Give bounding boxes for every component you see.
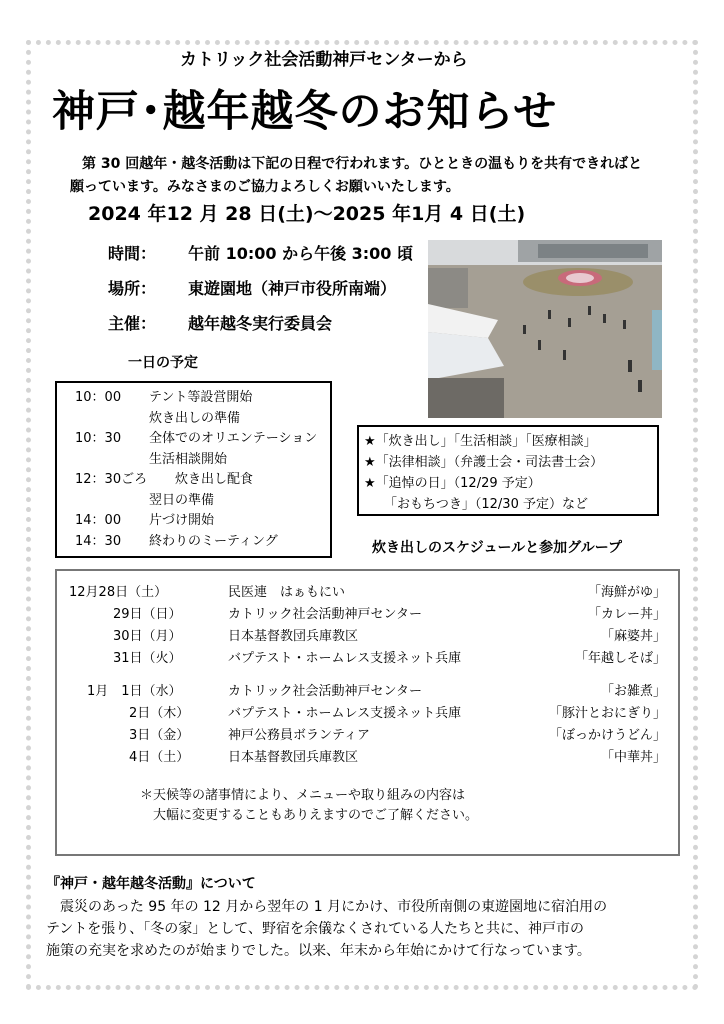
day-schedule-box bbox=[55, 381, 332, 558]
menu-title: 炊き出しのスケジュールと参加グループ bbox=[372, 540, 623, 556]
host-value: 越年越冬実行委員会 bbox=[188, 314, 333, 333]
host-label: 主催： bbox=[108, 314, 157, 333]
intro-line: 願っています。みなさまのご協力よろしくお願いいたします。 bbox=[70, 179, 460, 195]
schedule-row bbox=[57, 491, 330, 512]
event-item: ★「追悼の日」（12/29 予定） bbox=[364, 476, 541, 491]
place-label: 場所： bbox=[108, 279, 157, 298]
intro-line: 第 30 回越年・越冬活動は下記の日程で行われます。ひとときの温もりを共有できればと bbox=[82, 156, 643, 172]
schedule-desc: テント等設営開始 bbox=[149, 390, 253, 405]
about-line: 震災のあった 95 年の 12 月から翌年の 1 月にかけ、市役所南側の東遊園地に宿泊用の bbox=[46, 899, 608, 915]
menu-group: 日本基督教団兵庫教区 bbox=[228, 629, 359, 644]
menu-group: 神戸公務員ボランティア bbox=[228, 728, 370, 743]
menu-date: 4日（土） bbox=[129, 750, 190, 765]
menu-group: カトリック社会活動神戸センター bbox=[228, 607, 422, 622]
schedule-desc: 片づけ開始 bbox=[149, 513, 215, 528]
menu-date: 30日（月） bbox=[113, 629, 182, 644]
menu-date: 12月28日（土） bbox=[69, 585, 168, 600]
menu-group: バプテスト・ホームレス支援ネット兵庫 bbox=[228, 651, 462, 666]
menu-group: カトリック社会活動神戸センター bbox=[228, 684, 422, 699]
info-host bbox=[108, 314, 332, 334]
park-photo-illustration bbox=[428, 240, 662, 418]
about-title: 『神戸・越年越冬活動』について bbox=[46, 876, 256, 892]
menu-date: 29日（日） bbox=[113, 607, 182, 622]
event-item: ★「法律相談」（弁護士会・司法書士会） bbox=[364, 455, 604, 470]
menu-dish: 「ぼっかけうどん」 bbox=[548, 728, 666, 743]
menu-dish: 「お雑煮」 bbox=[600, 684, 666, 699]
schedule-time: 10：30 bbox=[75, 431, 122, 446]
menu-dish: 「麻婆丼」 bbox=[600, 629, 666, 644]
schedule-row bbox=[57, 429, 330, 450]
menu-dish: 「年越しそば」 bbox=[574, 651, 666, 666]
schedule-time: 12：30ごろ bbox=[75, 472, 148, 487]
about-line: 施策の充実を求めたのが始まりでした。以来、年末から年始にかけて行なっています。 bbox=[46, 943, 591, 959]
schedule-desc: 終わりのミーティング bbox=[149, 533, 278, 549]
menu-note bbox=[140, 786, 478, 826]
schedule-time: 14：00 bbox=[75, 513, 122, 528]
schedule-desc: 翌日の準備 bbox=[149, 492, 215, 508]
place-value: 東遊園地（神戸市役所南端） bbox=[188, 279, 397, 298]
schedule-desc: 炊き出しの準備 bbox=[149, 410, 241, 426]
date-range: 2024 年12 月 28 日(土)～2025 年1月 4 日(土) bbox=[88, 203, 526, 225]
organizer-line: カトリック社会活動神戸センターから bbox=[180, 50, 468, 70]
menu-dish: 「豚汁とおにぎり」 bbox=[548, 706, 666, 721]
schedule-desc: 全体でのオリエンテーション bbox=[149, 431, 318, 446]
schedule-row bbox=[57, 532, 330, 553]
info-place bbox=[108, 279, 396, 299]
time-label: 時間： bbox=[108, 244, 157, 263]
schedule-row bbox=[57, 450, 330, 471]
event-item: 「おもちつき」（12/30 予定）など bbox=[384, 497, 588, 512]
schedule-time: 10：00 bbox=[75, 390, 122, 405]
intro-text bbox=[70, 153, 694, 199]
schedule-row bbox=[57, 511, 330, 532]
menu-group: バプテスト・ホームレス支援ネット兵庫 bbox=[228, 706, 462, 721]
time-value: 午前 10:00 から午後 3:00 頃 bbox=[188, 244, 414, 263]
menu-dish: 「海鮮がゆ」 bbox=[587, 585, 666, 600]
info-time bbox=[108, 244, 413, 264]
menu-date: 3日（金） bbox=[129, 728, 190, 743]
menu-group: 日本基督教団兵庫教区 bbox=[228, 750, 359, 765]
menu-note-line: 大幅に変更することもありえますのでご了解ください。 bbox=[140, 808, 479, 823]
events-box bbox=[357, 425, 659, 516]
schedule-desc: 炊き出し配食 bbox=[175, 472, 254, 487]
schedule-desc: 生活相談開始 bbox=[149, 451, 228, 467]
page-title: 神戸･越年越冬のお知らせ bbox=[52, 87, 558, 137]
menu-date: 1月 1日（水） bbox=[87, 684, 182, 699]
about-text bbox=[46, 896, 607, 962]
menu-dish: 「カレー丼」 bbox=[587, 607, 666, 622]
menu-date: 31日（火） bbox=[113, 651, 182, 666]
menu-group: 民医連 はぁもにい bbox=[228, 585, 346, 600]
event-item: ★「炊き出し」「生活相談」「医療相談」 bbox=[364, 434, 597, 449]
menu-note-line: ＊天候等の諸事情により、メニューや取り組みの内容は bbox=[140, 788, 466, 803]
park-photo bbox=[428, 240, 662, 418]
menu-dish: 「中華丼」 bbox=[600, 750, 666, 765]
schedule-row bbox=[57, 470, 330, 491]
menu-date: 2日（木） bbox=[129, 706, 190, 721]
schedule-row bbox=[57, 409, 330, 430]
schedule-time: 14：30 bbox=[75, 533, 122, 549]
day-schedule-title: 一日の予定 bbox=[128, 355, 198, 371]
schedule-row bbox=[57, 388, 330, 409]
about-line: テントを張り、「冬の家」として、野宿を余儀なくされている人たちと共に、神戸市の bbox=[46, 921, 585, 937]
